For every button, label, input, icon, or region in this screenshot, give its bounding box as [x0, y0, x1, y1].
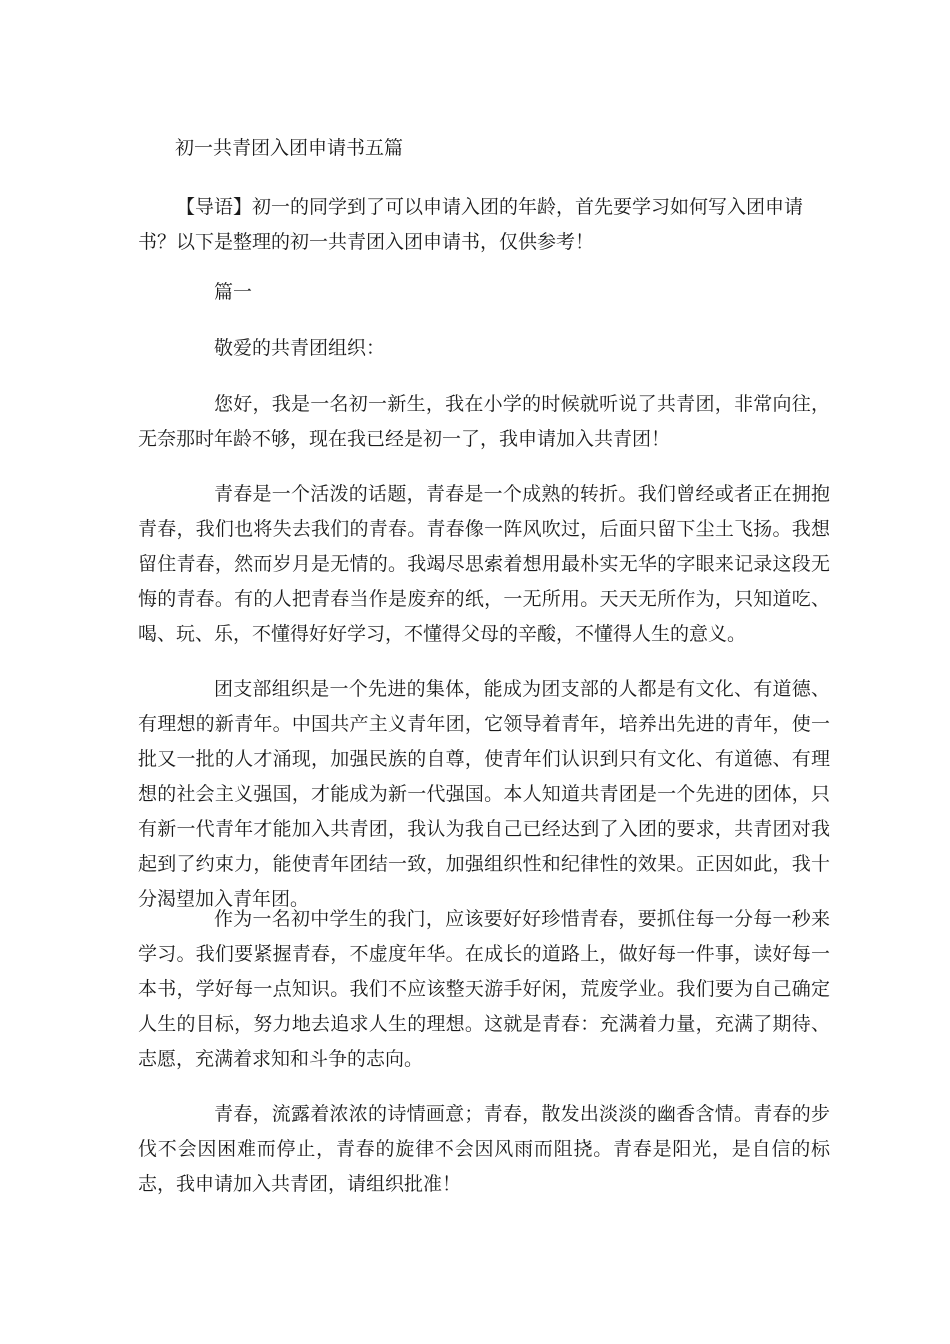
body-paragraph-2: 青春是一个活泼的话题，青春是一个成熟的转折。我们曾经或者正在拥抱青春，我们也将失去我们的青春。青春像一阵风吹过，后面只留下尘土飞扬。我想留住青春，然而岁月是无情的。我竭尽思索着想用最朴实无华的字眼来记录这段无悔的青春。有的人把青春当作是废弃的纸，一无所用。天天无所作为，只知道吃、喝、玩、乐，不懂得好好学习，不懂得父母的辛酸，不懂得人生的意义。: [138, 483, 830, 645]
intro-line-1: 【导语】初一的同学到了可以申请入团的年龄，首先要学习如何写入团申请: [176, 196, 804, 218]
body-paragraph-1: 您好，我是一名初一新生，我在小学的时候就听说了共青团，非常向往，无奈那时年龄不够，现在我已经是初一了，我申请加入共青团！: [138, 393, 830, 450]
section-label: 篇一: [214, 281, 253, 303]
body-paragraph-5: 青春，流露着浓浓的诗情画意；青春，散发出淡淡的幽香含情。青春的步伐不会因困难而停止，青春的旋律不会因风雨而阻挠。青春是阳光，是自信的标志，我申请加入共青团，请组织批准！: [138, 1103, 830, 1195]
intro-line-2: 书？以下是整理的初一共青团入团申请书，仅供参考！: [138, 231, 595, 253]
body-paragraph-3: 团支部组织是一个先进的集体，能成为团支部的人都是有文化、有道德、有理想的新青年。中国共产主义青年团，它领导着青年，培养出先进的青年，使一批又一批的人才涌现，加强民族的自尊，使青年们认识到只有文化、有道德、有理想的社会主义强国，才能成为新一代强国。本人知道共青团是一个先进的团体，只有新一代青年才能加入共青团，我认为我自己已经达到了入团的要求，共青团对我起到了约束力，能使青年团结一致，加强组织性和纪律性的效果。正因如此，我十分渴望加入青年团。: [138, 678, 830, 910]
intro-paragraph: [138, 190, 828, 260]
document-title: 初一共青团入团申请书五篇: [175, 137, 404, 159]
salutation: 敬爱的共青团组织：: [214, 337, 386, 359]
body-paragraph-4: 作为一名初中学生的我门，应该要好好珍惜青春，要抓住每一分每一秒来学习。我们要紧握青春，不虚度年华。在成长的道路上，做好每一件事，读好每一本书，学好每一点知识。我们不应该整天游手好闲，荒废学业。我们要为自己确定人生的目标，努力地去追求人生的理想。这就是青春：充满着力量，充满了期待、志愿，充满着求知和斗争的志向。: [138, 908, 830, 1070]
